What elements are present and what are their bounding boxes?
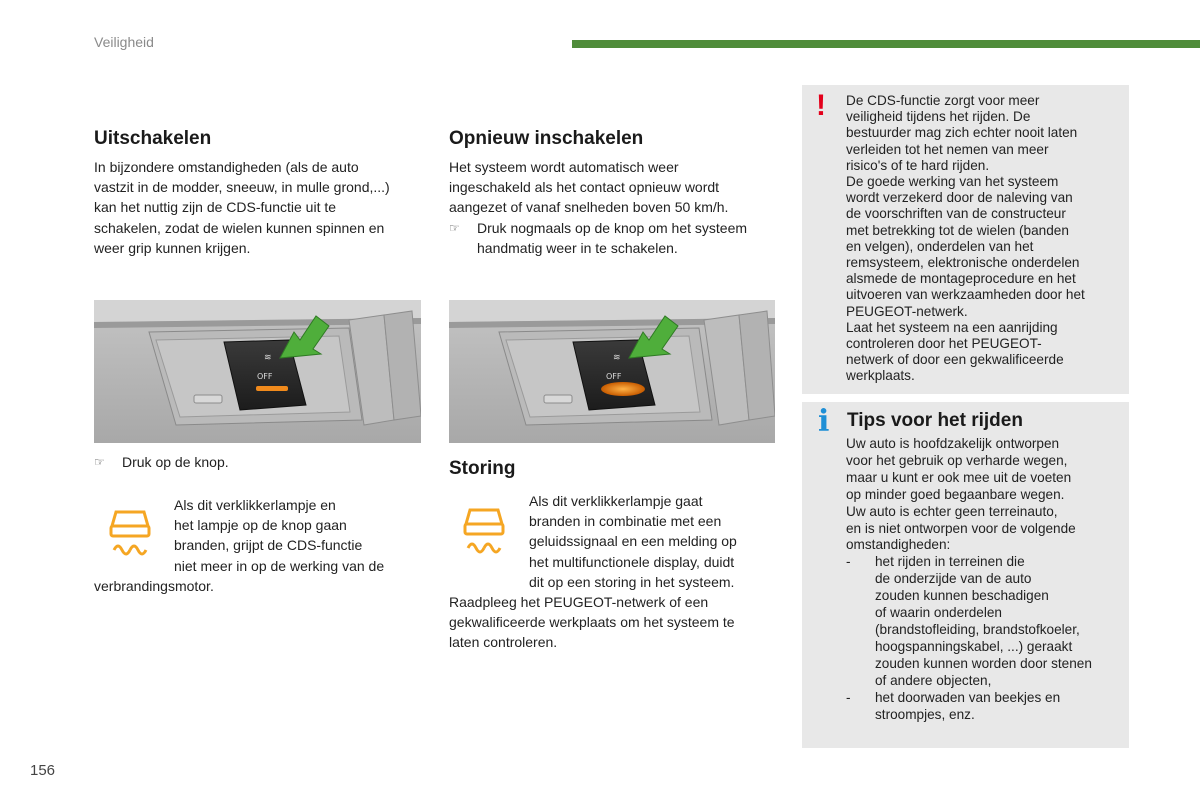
text-line: stroompjes, enz. <box>875 706 975 722</box>
text-line: vastzit in de modder, sneeuw, in mulle grond,...) <box>94 179 390 196</box>
dashboard-switch-illustration <box>94 300 421 443</box>
text-line: uitvoeren van werkzaamheden door het <box>846 287 1085 303</box>
warning-exclamation-icon: ! <box>816 89 826 122</box>
text-line: gekwalificeerde werkplaats om het systeem te <box>449 614 735 631</box>
tips-list <box>846 554 1126 723</box>
bullet-text: handmatig weer in te schakelen. <box>477 240 678 257</box>
cds-button-photo-on <box>449 300 775 443</box>
button-icon-glyph: ≋ <box>613 353 621 363</box>
text-line: In bijzondere omstandigheden (als de auto <box>94 159 359 175</box>
text-line: De goede werking van het systeem <box>846 174 1059 190</box>
text-line: de voorschriften van de constructeur <box>846 206 1066 222</box>
text-line: Het systeem wordt automatisch weer <box>449 159 679 175</box>
text-line: zouden kunnen beschadigen <box>875 588 1049 604</box>
bullet-press-again <box>449 218 784 258</box>
tips-text <box>846 436 1126 723</box>
finger-pointer-icon: ☞ <box>94 455 105 469</box>
list-item <box>846 554 1126 689</box>
text-line: met betrekking tot de wielen (banden <box>846 222 1069 238</box>
tips-box <box>802 402 1129 748</box>
text-line: de onderzijde van de auto <box>875 571 1032 587</box>
left-note <box>94 495 424 596</box>
text-line: Als dit verklikkerlampje en <box>174 497 336 513</box>
text-line: Uw auto is echter geen terreinauto, <box>846 503 1058 519</box>
text-line: De CDS-functie zorgt voor meer <box>846 93 1040 108</box>
text-line: op minder goed begaanbare wegen. <box>846 486 1065 502</box>
bullet-text: Druk nogmaals op de knop om het systeem <box>477 220 748 236</box>
text-line: werkplaats. <box>846 368 915 384</box>
text-line: remsysteem, elektronische onderdelen <box>846 255 1080 271</box>
button-off-text: OFF <box>606 372 622 381</box>
text-line: of andere objecten, <box>875 672 992 688</box>
uitschakelen-title: Uitschakelen <box>94 128 212 149</box>
text-line: omstandigheden: <box>846 537 951 553</box>
text-line: en velgen), onderdelen van het <box>846 238 1034 254</box>
storing-note <box>449 491 784 653</box>
dashboard-switch-illustration <box>449 300 775 443</box>
text-line: het rijden in terreinen die <box>875 554 1025 570</box>
button-off-text: OFF <box>257 372 273 381</box>
text-line: Als dit verklikkerlampje gaat <box>529 493 703 509</box>
text-line: kan het nuttig zijn de CDS-functie uit te <box>94 199 337 216</box>
warning-text <box>846 93 1124 385</box>
text-line: zouden kunnen worden door stenen <box>875 655 1092 671</box>
info-icon: i <box>818 404 830 439</box>
text-line: of waarin onderdelen <box>875 605 1002 621</box>
text-line: Raadpleeg het PEUGEOT-netwerk of een <box>449 594 709 611</box>
text-line: Uw auto is hoofdzakelijk ontworpen <box>846 436 1060 451</box>
section-label: Veiligheid <box>94 34 154 50</box>
finger-pointer-icon: ☞ <box>449 221 460 235</box>
uitschakelen-paragraph <box>94 157 429 258</box>
bullet-press-button <box>94 452 424 472</box>
text-line: niet meer in op de werking van de <box>174 557 385 574</box>
text-line: risico's of te hard rijden. <box>846 157 990 173</box>
text-line: Laat het systeem na een aanrijding <box>846 319 1058 335</box>
text-line: alsmede de montageprocedure en het <box>846 271 1076 287</box>
text-line: schakelen, zodat de wielen kunnen spinnen en <box>94 219 385 236</box>
text-line: branden, grijpt de CDS-functie <box>174 537 363 554</box>
text-line: het multifunctionele display, duidt <box>529 553 735 570</box>
text-line: bestuurder mag zich echter nooit laten <box>846 125 1078 141</box>
page-number: 156 <box>30 762 56 779</box>
warning-box <box>802 85 1129 394</box>
button-icon-glyph: ≋ <box>264 353 272 363</box>
text-line: wordt verzekerd door de naleving van <box>846 190 1073 206</box>
text-line: ingeschakeld als het contact opnieuw wordt <box>449 179 720 196</box>
dash-marker: - <box>846 689 851 705</box>
text-line: verleiden tot het nemen van meer <box>846 141 1049 157</box>
dash-marker: - <box>846 554 851 570</box>
text-line: weer grip kunnen krijgen. <box>94 239 251 256</box>
text-line: branden in combinatie met een <box>529 513 722 530</box>
text-line: maar u kunt er ook mee uit de voeten <box>846 469 1072 485</box>
text-line: geluidssignaal en een melding op <box>529 533 737 550</box>
text-line: het doorwaden van beekjes en <box>875 689 1061 705</box>
text-line: netwerk of door een gekwalificeerde <box>846 352 1064 368</box>
text-line: controleren door het PEUGEOT- <box>846 336 1042 352</box>
text-line: PEUGEOT-netwerk. <box>846 303 968 319</box>
list-item <box>846 690 1126 724</box>
opnieuw-inschakelen-title: Opnieuw inschakelen <box>449 128 644 149</box>
storing-title: Storing <box>449 458 516 479</box>
text-line: het lampje op de knop gaan <box>174 517 347 534</box>
tips-title: Tips voor het rijden <box>847 410 1023 431</box>
text-line: veiligheid tijdens het rijden. De <box>846 109 1031 125</box>
text-line: verbrandingsmotor. <box>94 577 214 594</box>
text-line: voor het gebruik op verharde wegen, <box>846 452 1068 468</box>
header-accent-bar <box>572 40 1200 48</box>
text-line: aangezet of vanaf snelheden boven 50 km/h. <box>449 199 729 216</box>
text-line: laten controleren. <box>449 634 558 651</box>
text-line: hoogspanningskabel, ...) geraakt <box>875 638 1073 654</box>
text-line: (brandstofleiding, brandstofkoeler, <box>875 621 1080 637</box>
cds-button-photo-off <box>94 300 421 443</box>
text-line: dit op een storing in het systeem. <box>529 573 735 590</box>
bullet-text: Druk op de knop. <box>122 454 229 470</box>
inschakelen-paragraph <box>449 157 784 218</box>
text-line: en is niet ontworpen voor de volgende <box>846 520 1076 536</box>
